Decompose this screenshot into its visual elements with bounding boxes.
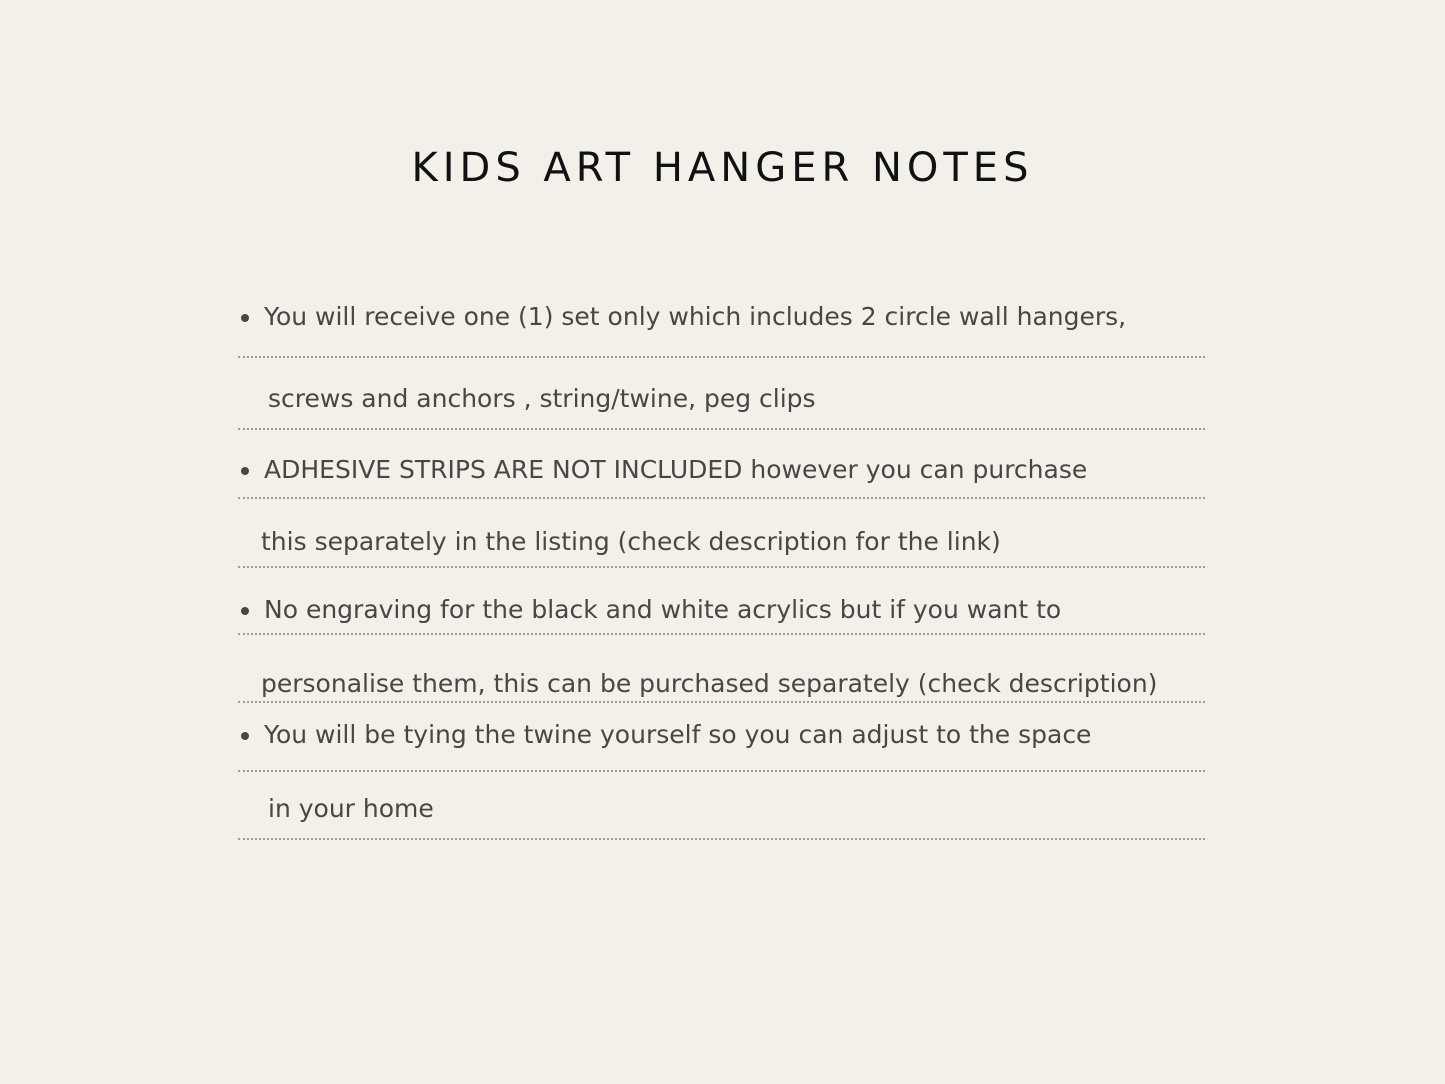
bullet-icon	[241, 467, 249, 475]
dotted-rule	[238, 633, 1205, 635]
bullet-icon	[241, 732, 249, 740]
note-2-line-2: this separately in the listing (check description for the link)	[261, 527, 1001, 556]
note-1-line-1: You will receive one (1) set only which includes 2 circle wall hangers,	[264, 302, 1127, 331]
dotted-rule	[238, 356, 1205, 358]
note-3-line-2: personalise them, this can be purchased separately (check description)	[261, 669, 1158, 698]
note-4-line-2: in your home	[268, 794, 434, 823]
dotted-rule	[238, 428, 1205, 430]
bullet-icon	[241, 314, 249, 322]
dotted-rule	[238, 838, 1205, 840]
note-2-line-1: ADHESIVE STRIPS ARE NOT INCLUDED however you can purchase	[264, 455, 1088, 484]
dotted-rule	[238, 701, 1205, 703]
note-1-line-2: screws and anchors , string/twine, peg clips	[268, 384, 816, 413]
note-4-line-1: You will be tying the twine yourself so you can adjust to the space	[264, 720, 1092, 749]
dotted-rule	[238, 566, 1205, 568]
bullet-icon	[241, 607, 249, 615]
dotted-rule	[238, 770, 1205, 772]
note-3-line-1: No engraving for the black and white acrylics but if you want to	[264, 595, 1062, 624]
dotted-rule	[238, 497, 1205, 499]
page-title: KIDS ART HANGER NOTES	[411, 145, 1034, 191]
